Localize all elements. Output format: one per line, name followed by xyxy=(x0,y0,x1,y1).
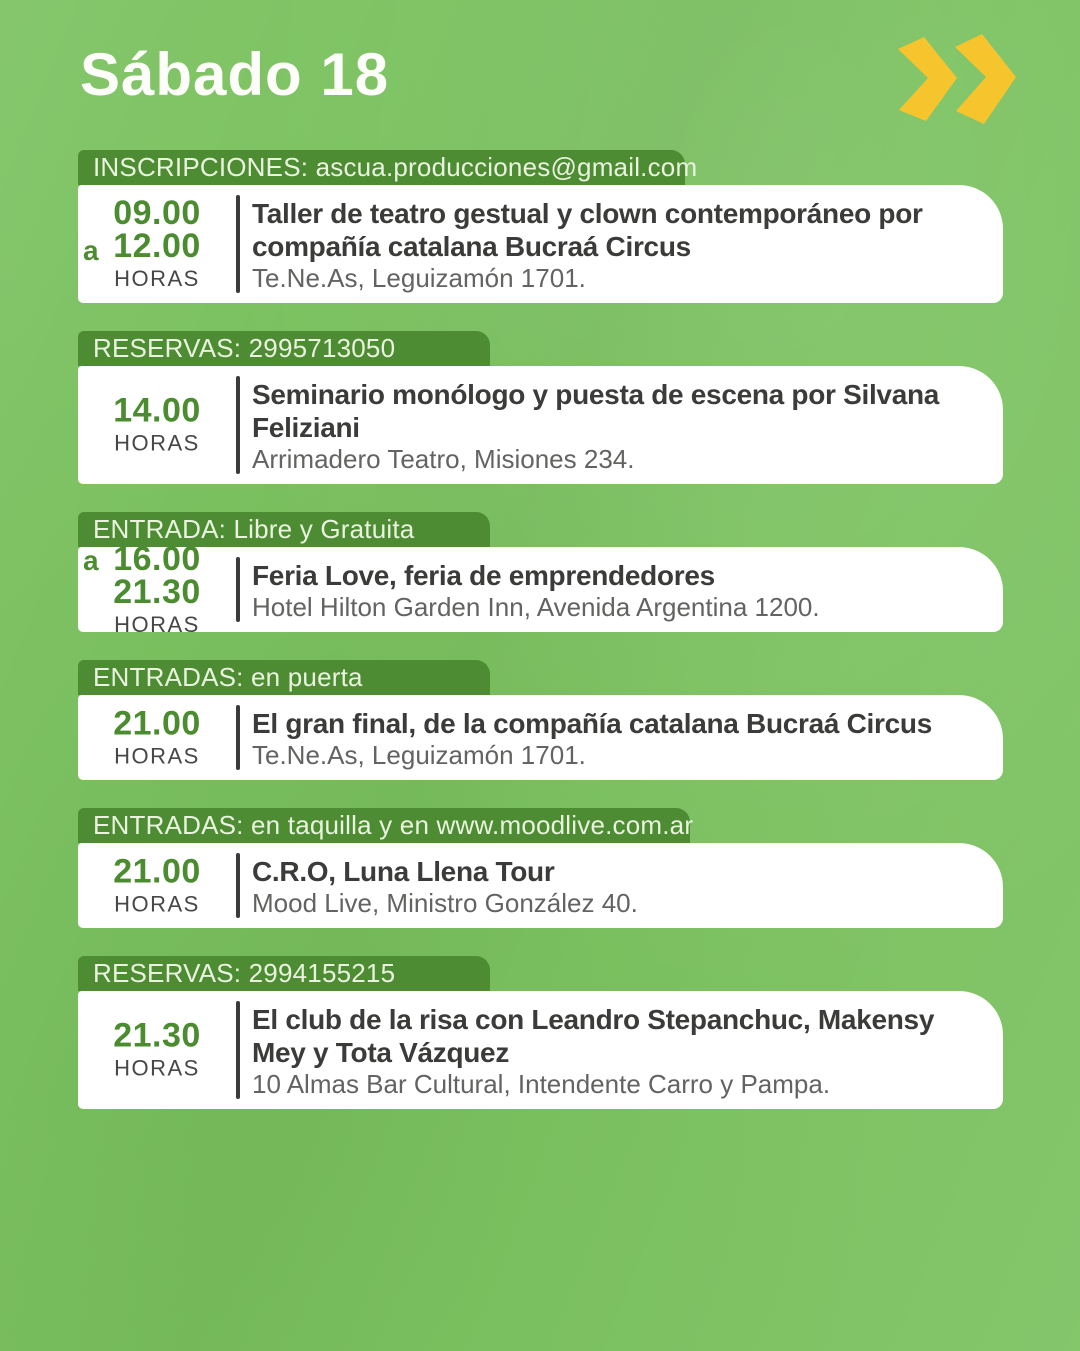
time-start: 14.00 xyxy=(113,391,201,430)
event-info-bar xyxy=(78,660,490,695)
event-location: Mood Live, Ministro González 40. xyxy=(252,888,638,918)
event-section-cro xyxy=(78,808,1003,928)
event-card xyxy=(78,185,1003,303)
event-location: 10 Almas Bar Cultural, Intendente Carro y Pampa. xyxy=(252,1069,831,1099)
event-info-label: ENTRADAS: en taquilla y en www.moodlive.com.ar xyxy=(93,810,694,840)
event-info-label: RESERVAS: 2995713050 xyxy=(93,333,396,363)
time-unit: HORAS xyxy=(114,611,200,637)
time-unit: HORAS xyxy=(114,266,200,291)
event-section-taller xyxy=(78,150,1003,303)
event-time xyxy=(78,539,236,637)
time-start: 21.30 xyxy=(113,1016,201,1055)
event-location: Te.Ne.As, Leguizamón 1701. xyxy=(252,263,586,293)
event-location: Arrimadero Teatro, Misiones 234. xyxy=(252,444,635,474)
event-section-club-risa xyxy=(78,956,1003,1109)
event-time xyxy=(78,705,236,770)
event-time xyxy=(78,195,236,293)
event-title: Seminario monólogo y puesta de escena por Silvana Feliziani xyxy=(252,379,940,443)
event-title: El club de la risa con Leandro Stepanchuc, Makensy Mey y Tota Vázquez xyxy=(252,1004,935,1068)
time-start: 09.00 xyxy=(113,194,201,232)
event-location: Hotel Hilton Garden Inn, Avenida Argentina 1200. xyxy=(252,592,820,622)
event-title: C.R.O, Luna Llena Tour xyxy=(252,856,555,887)
event-info-label: INSCRIPCIONES: ascua.producciones@gmail.com xyxy=(93,152,698,182)
event-title: Feria Love, feria de emprendedores xyxy=(252,560,715,591)
event-info-bar xyxy=(78,956,490,991)
time-start: 16.00 xyxy=(113,539,201,578)
page-title: Sábado 18 xyxy=(80,41,390,108)
time-unit: HORAS xyxy=(114,743,200,768)
time-range-prefix: a xyxy=(83,544,99,576)
event-section-feria-love xyxy=(78,512,1003,637)
time-end: 21.30 xyxy=(113,572,201,611)
event-location: Te.Ne.As, Leguizamón 1701. xyxy=(252,740,586,770)
event-section-gran-final xyxy=(78,660,1003,780)
event-info-label: ENTRADAS: en puerta xyxy=(93,662,363,692)
time-unit: HORAS xyxy=(114,430,200,456)
event-info-label: ENTRADA: Libre y Gratuita xyxy=(93,514,415,544)
time-range-prefix: a xyxy=(83,235,99,266)
event-card xyxy=(78,695,1003,780)
time-start: 21.00 xyxy=(113,704,201,742)
event-time xyxy=(78,376,236,474)
double-chevron-right-icon xyxy=(896,34,1018,124)
event-title: Taller de teatro gestual y clown contemporáneo por compañía catalana Bucraá Circus xyxy=(252,198,923,262)
event-section-seminario xyxy=(78,331,1003,484)
flyer-header xyxy=(0,0,1080,150)
time-unit: HORAS xyxy=(114,1055,200,1081)
event-card xyxy=(78,539,1003,637)
event-info-label: RESERVAS: 2994155215 xyxy=(93,958,396,988)
event-time xyxy=(78,853,236,918)
event-card xyxy=(78,366,1003,484)
schedule-list xyxy=(78,150,1003,1109)
event-card xyxy=(78,991,1003,1109)
time-unit: HORAS xyxy=(114,891,200,916)
event-info-bar xyxy=(78,331,490,366)
event-card xyxy=(78,843,1003,928)
event-info-bar xyxy=(78,808,694,843)
event-time xyxy=(78,1001,236,1099)
event-info-bar xyxy=(78,150,698,185)
time-end: 12.00 xyxy=(113,227,201,265)
event-title: El gran final, de la compañía catalana Bucraá Circus xyxy=(252,708,932,739)
time-start: 21.00 xyxy=(113,852,201,890)
